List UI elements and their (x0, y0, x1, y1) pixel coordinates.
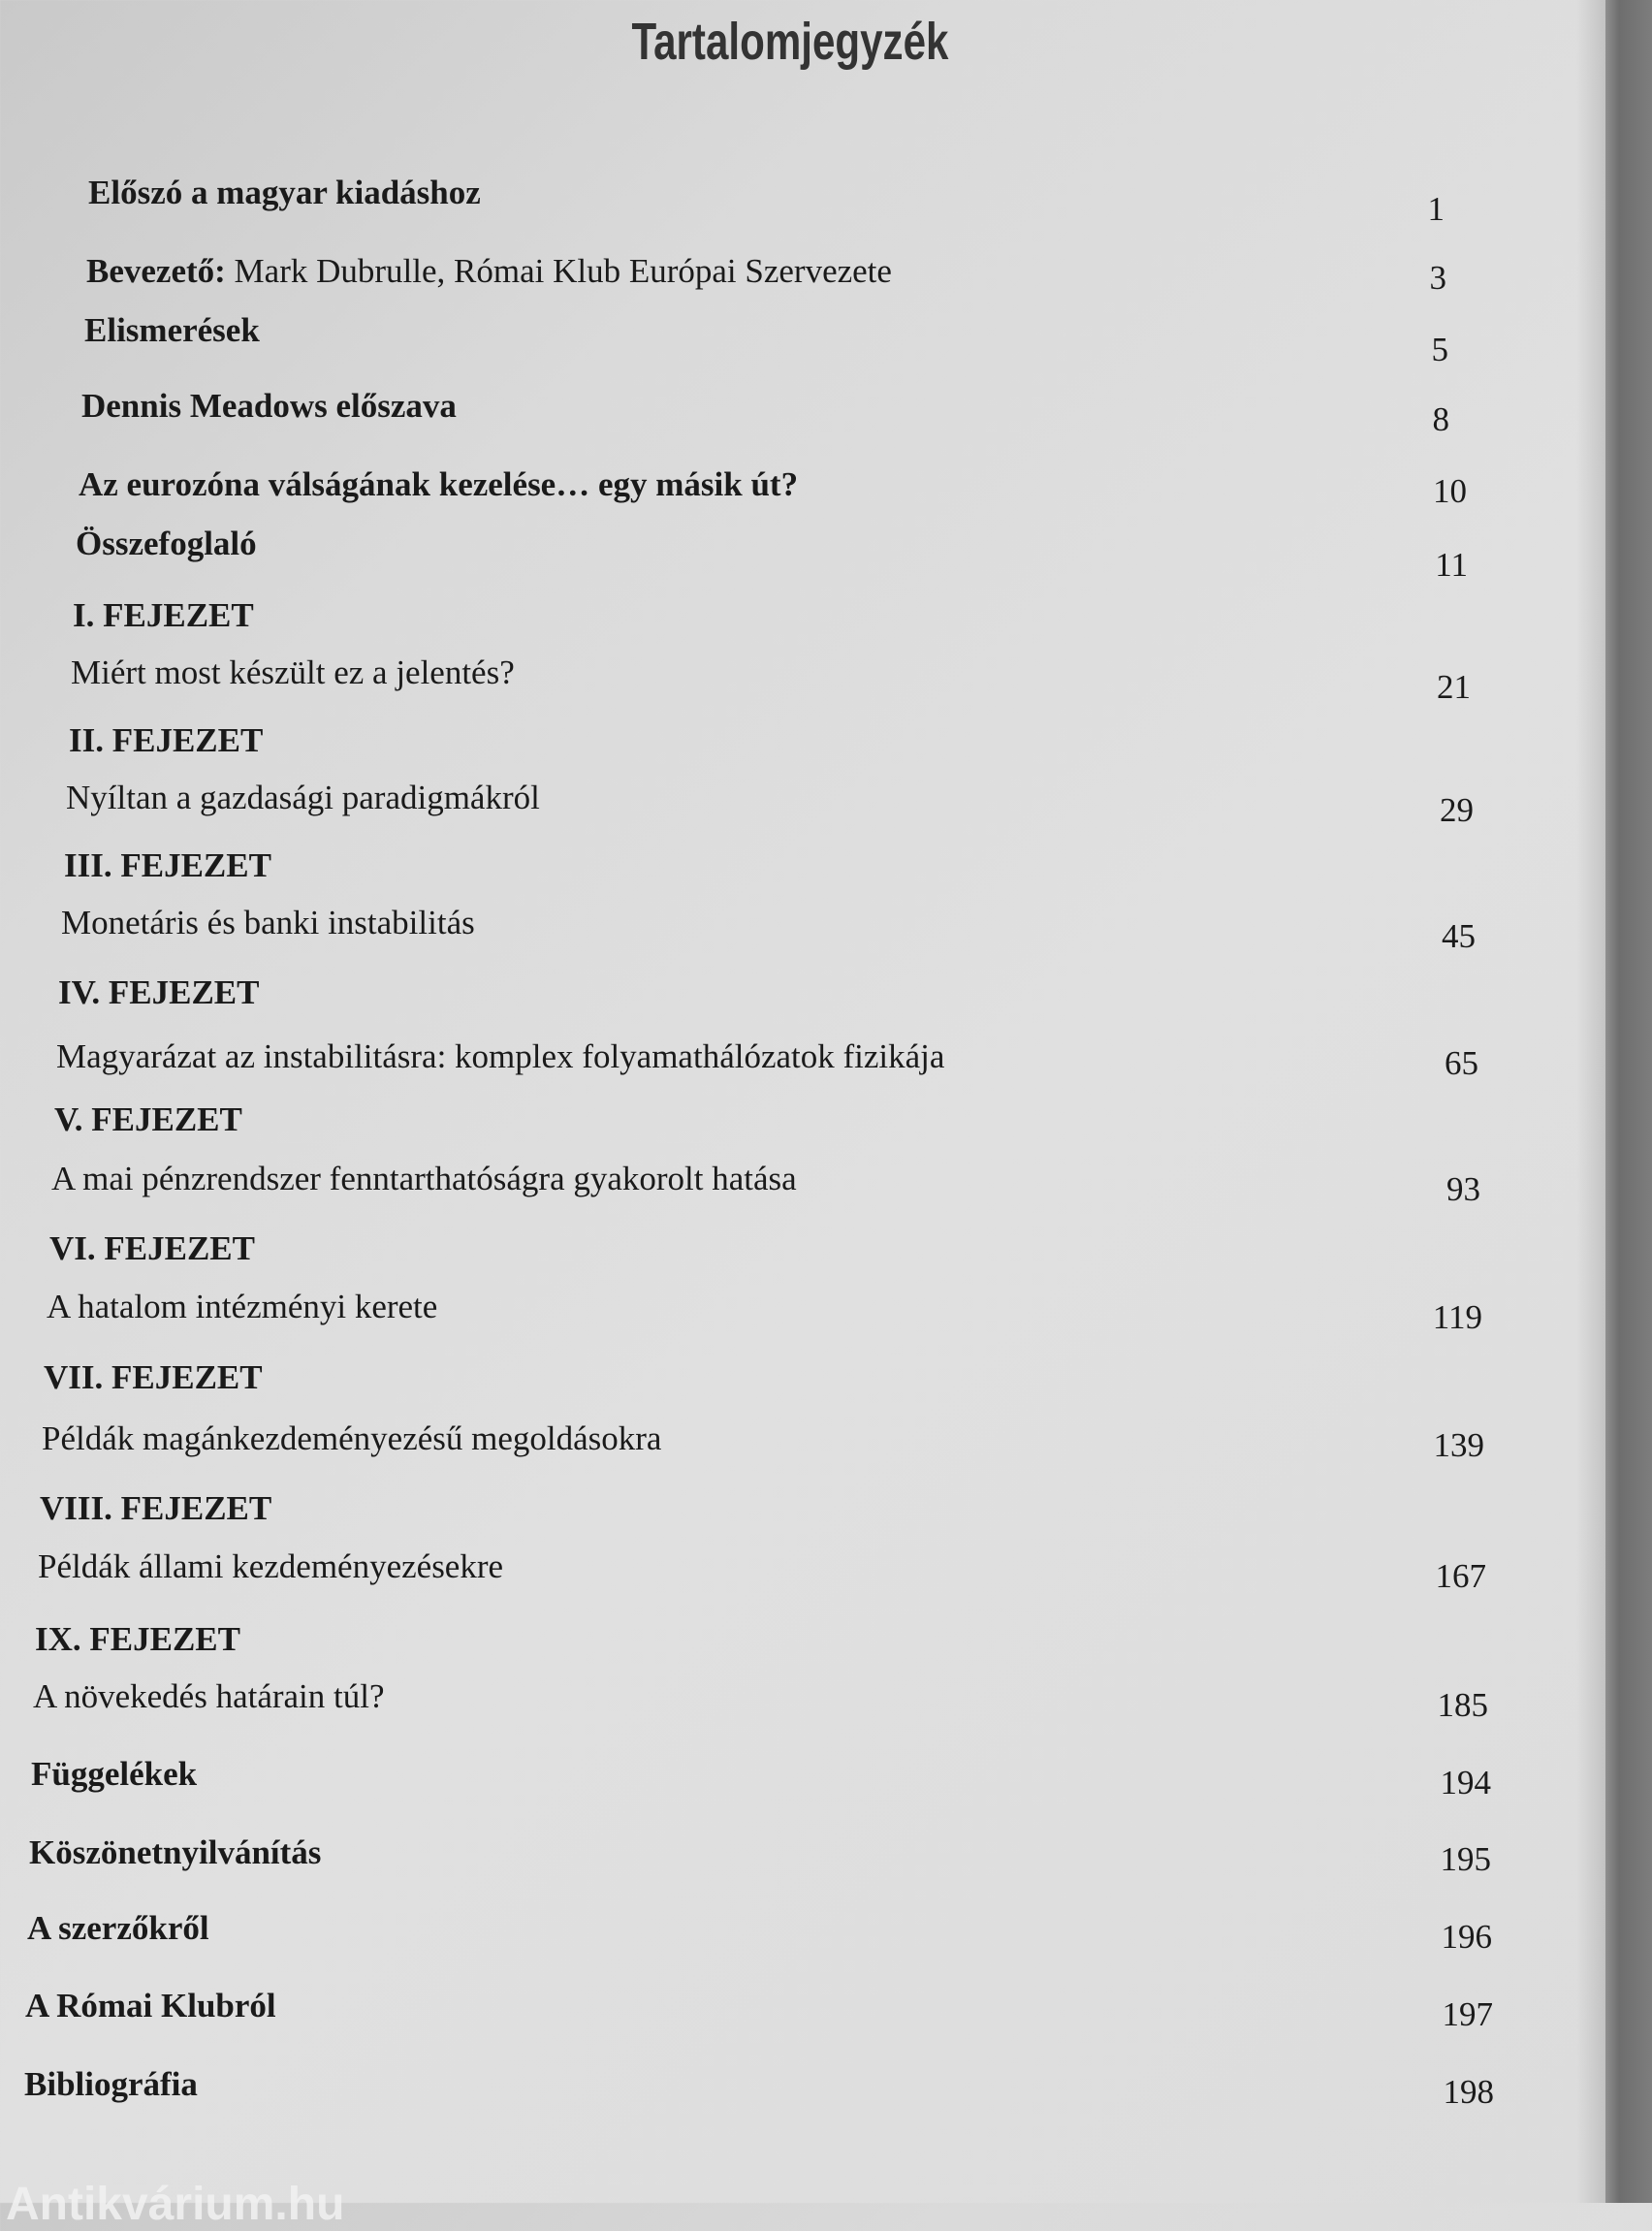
chapter-number: VIII. FEJEZET (40, 1489, 272, 1527)
toc-page-number: 196 (1441, 1918, 1492, 1956)
toc-page-number: 10 (1433, 472, 1467, 510)
page-title: Tartalomjegyzék (631, 13, 949, 71)
chapter-number: III. FEJEZET (64, 846, 271, 884)
chapter-number: IX. FEJEZET (35, 1620, 240, 1658)
toc-page-number: 21 (1437, 668, 1471, 706)
chapter-title: Példák állami kezdeményezésekre (38, 1547, 504, 1585)
toc-entry: Bibliográfia (24, 2065, 198, 2103)
toc-page-number: 65 (1445, 1044, 1478, 1082)
chapter-title: A mai pénzrendszer fenntarthatóságra gyakorolt hatása (51, 1160, 797, 1197)
chapter-number: VII. FEJEZET (44, 1358, 263, 1396)
toc-page-number: 93 (1446, 1170, 1480, 1208)
book-edge (1605, 0, 1652, 2203)
toc-page-number: 194 (1440, 1764, 1491, 1801)
toc-page-number: 167 (1435, 1557, 1486, 1595)
toc-page-number: 11 (1435, 546, 1468, 584)
toc-page-number: 5 (1431, 331, 1448, 368)
toc-page-number: 197 (1442, 1995, 1493, 2033)
toc-page-number: 8 (1432, 400, 1449, 438)
chapter-title: A hatalom intézményi kerete (47, 1288, 438, 1325)
toc-entry: Elismerések (84, 311, 260, 349)
toc-page-number: 3 (1429, 259, 1446, 297)
chapter-title: Nyíltan a gazdasági paradigmákról (66, 779, 540, 816)
chapter-number: I. FEJEZET (73, 596, 254, 634)
page-shadow (1576, 0, 1605, 2203)
toc-page-number: 139 (1433, 1426, 1484, 1464)
toc-page-number: 195 (1440, 1840, 1491, 1878)
toc-page-number: 119 (1432, 1298, 1482, 1336)
chapter-title: Miért most készült ez a jelentés? (71, 653, 515, 691)
chapter-number: V. FEJEZET (54, 1100, 242, 1138)
chapter-title: Monetáris és banki instabilitás (61, 904, 475, 941)
chapter-number: II. FEJEZET (69, 721, 264, 759)
chapter-number: VI. FEJEZET (49, 1229, 255, 1267)
chapter-title: Magyarázat az instabilitásra: komplex folyamathálózatok fizikája (56, 1037, 945, 1075)
toc-entry-text: Mark Dubrulle, Római Klub Európai Szervezete (234, 252, 892, 290)
toc-entry-prefix: Bevezető: (86, 252, 226, 290)
toc-entry: Előszó a magyar kiadáshoz (88, 174, 481, 211)
toc-page-number: 1 (1427, 190, 1445, 228)
toc-page-number: 29 (1440, 791, 1474, 829)
toc-entry: Köszönetnyilvánítás (29, 1833, 322, 1871)
chapter-title: A növekedés határain túl? (33, 1677, 385, 1715)
toc-entry: Dennis Meadows előszava (81, 387, 457, 425)
toc-page-number: 185 (1437, 1686, 1488, 1724)
toc-page-number: 198 (1443, 2073, 1494, 2111)
chapter-title: Példák magánkezdeményezésű megoldásokra (42, 1419, 662, 1457)
toc-entry: Összefoglaló (76, 525, 257, 562)
toc-entry: Függelékek (31, 1755, 198, 1793)
toc-entry: A Római Klubról (25, 1987, 276, 2024)
toc-entry: Az eurozóna válságának kezelése… egy másik út? (79, 465, 799, 503)
toc-entry: A szerzőkről (27, 1909, 209, 1947)
toc-entry (86, 250, 892, 293)
watermark: Antikvárium.hu (6, 2179, 345, 2230)
chapter-number: IV. FEJEZET (58, 973, 260, 1011)
toc-page-number: 45 (1442, 917, 1476, 955)
